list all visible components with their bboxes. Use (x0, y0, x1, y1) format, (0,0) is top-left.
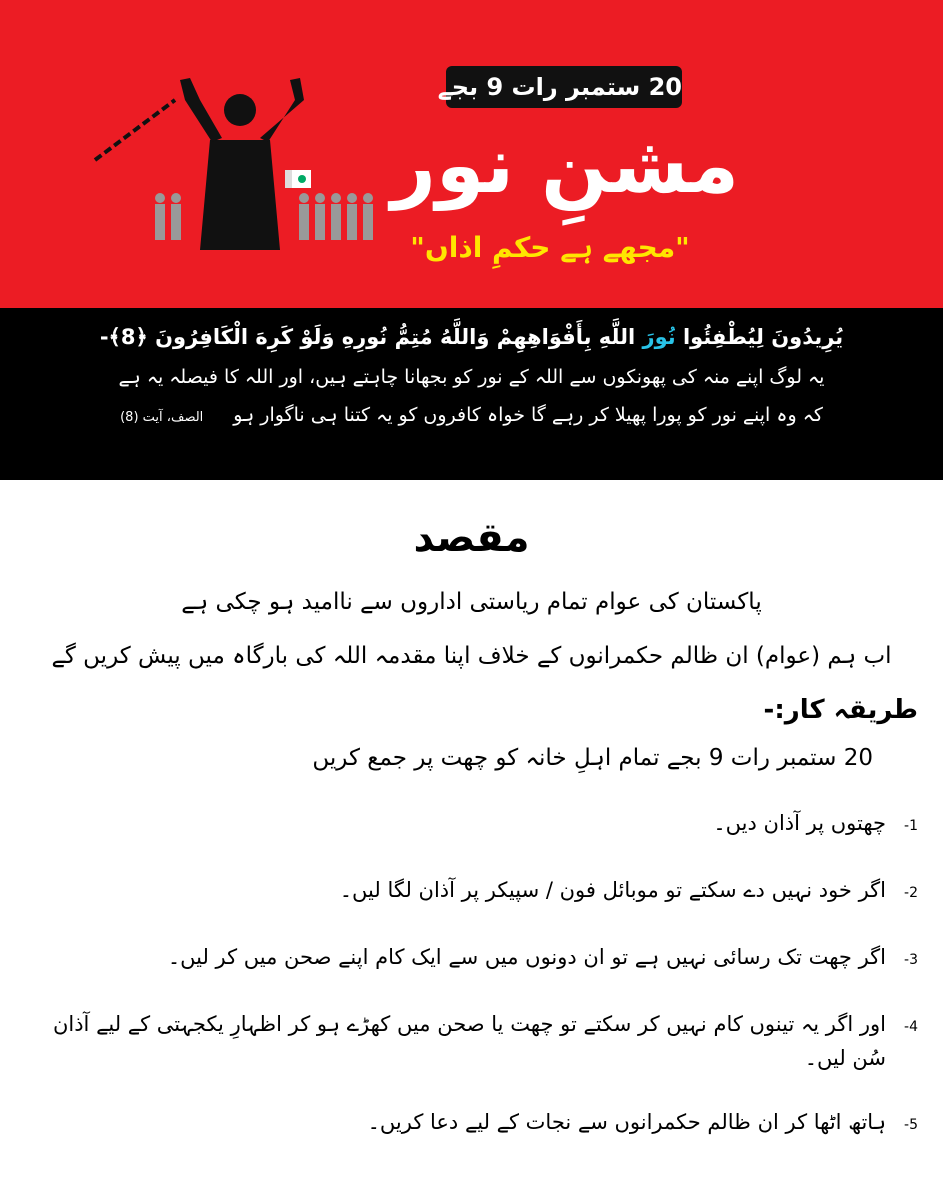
list-item (25, 1105, 918, 1142)
verse-band (0, 308, 943, 480)
item-text: اور اگر یہ تینوں کام نہیں کر سکتے تو چھت یا صحن میں کھڑے ہو کر اظہارِ یکجہتی کے لیے آذان سُن لیں۔ (52, 1012, 887, 1070)
item-text: چھتوں پر آذان دیں۔ (713, 811, 887, 835)
purpose-line-2: اب ہم (عوام) ان ظالم حکمرانوں کے خلاف اپنا مقدمہ اللہ کی بارگاہ میں پیش کریں گے (51, 643, 892, 669)
item-number: 2- (904, 885, 918, 901)
list-item (25, 1007, 918, 1075)
method-intro: 20 ستمبر رات 9 بجے تمام اہلِ خانہ کو چھت پر جمع کریں (312, 745, 873, 771)
item-number: 3- (904, 952, 918, 968)
man-breaking-chains-illustration (90, 60, 390, 250)
verse-text: يُرِيدُونَ لِيُطْفِئُوا (675, 325, 844, 349)
translation-row-2 (20, 400, 923, 430)
verse-highlight: نُورَ (642, 325, 676, 349)
header-banner (0, 0, 943, 308)
translation-line-1: یہ لوگ اپنے منہ کی پھونکوں سے اللہ کے نور کو بجھانا چاہتے ہیں، اور اللہ کا فیصلہ یہ ہے (118, 366, 825, 388)
purpose-line-1: پاکستان کی عوام تمام ریاستی اداروں سے ناامید ہو چکی ہے (181, 589, 762, 615)
quran-verse (20, 320, 923, 354)
verse-text: اللَّهِ بِأَفْوَاهِهِمْ وَاللَّهُ مُتِمُّ نُورِهِ وَلَوْ كَرِهَ الْكَافِرُونَ ﴿8﴾- (99, 325, 643, 349)
campaign-subtitle: "مجھے ہے حکمِ اذاں" (410, 231, 690, 264)
method-heading: طریقہ کار:- (763, 695, 918, 725)
content-section (0, 480, 943, 1172)
translation-line-2: کہ وہ اپنے نور کو پورا پھیلا کر رہے گا خواہ کافروں کو یہ کتنا ہی ناگوار ہو (233, 404, 823, 426)
list-item (25, 873, 918, 910)
item-text: اگر خود نہیں دے سکتے تو موبائل فون / سپیکر پر آذان لگا لیں۔ (339, 878, 887, 902)
item-text: ہاتھ اٹھا کر ان ظالم حکمرانوں سے نجات کے لیے دعا کریں۔ (367, 1110, 887, 1134)
verse-reference: الصف، آیت (8) (120, 410, 204, 425)
item-number: 4- (904, 1019, 918, 1035)
campaign-title: مشنِ نور (390, 121, 740, 211)
item-number: 5- (904, 1117, 918, 1133)
list-item (25, 806, 918, 843)
item-text: اگر چھت تک رسائی نہیں ہے تو ان دونوں میں سے ایک کام اپنے صحن میں کر لیں۔ (167, 945, 887, 969)
list-item (25, 940, 918, 977)
item-number: 1- (904, 818, 918, 834)
date-badge: 20 ستمبر رات 9 بجے (446, 66, 682, 108)
purpose-heading: مقصد (413, 515, 530, 561)
